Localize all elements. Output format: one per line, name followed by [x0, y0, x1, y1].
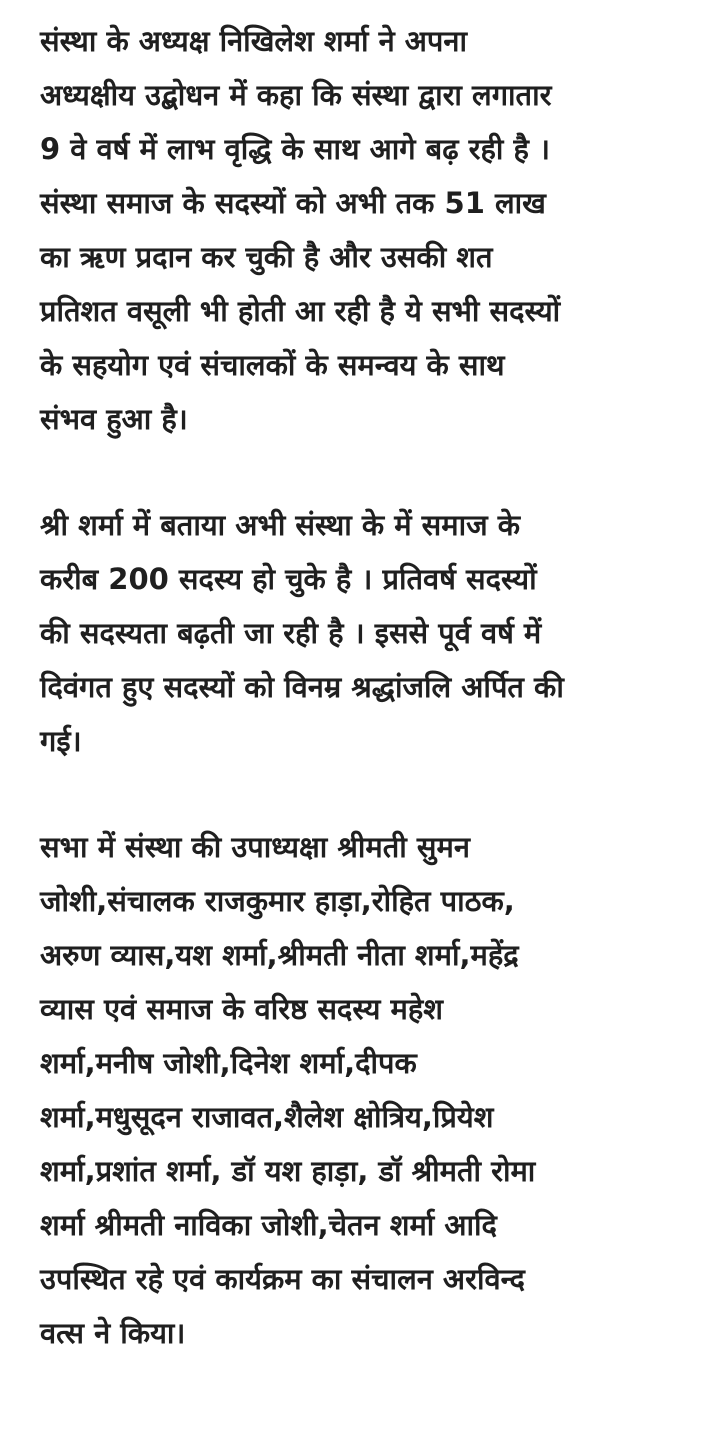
text-line: श्री शर्मा में बताया अभी संस्था के में समाज के — [40, 508, 521, 542]
text-line: शर्मा,मनीष जोशी,दिनेश शर्मा,दीपक — [40, 1046, 417, 1080]
text-line: शर्मा,मधुसूदन राजावत,शैलेश क्षोत्रिय,प्रियेश — [40, 1100, 494, 1134]
text-line: उपस्थित रहे एवं कार्यक्रम का संचालन अरविन्द — [40, 1262, 525, 1296]
text-line: करीब 200 सदस्य हो चुके है । प्रतिवर्ष सदस्यों — [40, 562, 537, 596]
text-line: शर्मा श्रीमती नाविका जोशी,चेतन शर्मा आदि — [40, 1208, 497, 1242]
text-line: दिवंगत हुए सदस्यों को विनम्र श्रद्धांजलि अर्पित की — [40, 670, 564, 704]
text-line: की सदस्यता बढ़ती जा रही है । इससे पूर्व वर्ष में — [40, 616, 542, 650]
text-line: अध्यक्षीय उद्बोधन में कहा कि संस्था द्वारा लगातार — [40, 78, 552, 112]
paragraph-spacer — [40, 446, 690, 498]
text-line: शर्मा,प्रशांत शर्मा, डॉ यश हाड़ा, डॉ श्रीमती रोमा — [40, 1154, 536, 1188]
text-line: अरुण व्यास,यश शर्मा,श्रीमती नीता शर्मा,महेंद्र — [40, 938, 519, 972]
text-line: के सहयोग एवं संचालकों के समन्वय के साथ — [40, 348, 505, 382]
paragraph-president-address — [40, 14, 690, 446]
paragraph-membership — [40, 498, 690, 768]
text-line: का ऋण प्रदान कर चुकी है और उसकी शत — [40, 240, 493, 274]
text-line: संभव हुआ है। — [40, 402, 188, 436]
text-line: 9 वे वर्ष में लाभ वृद्धि के साथ आगे बढ़ रही है । — [40, 132, 550, 166]
text-line: प्रतिशत वसूली भी होती आ रही है ये सभी सदस्यों — [40, 294, 561, 328]
text-line: वत्स ने किया। — [40, 1316, 186, 1350]
text-line: जोशी,संचालक राजकुमार हाड़ा,रोहित पाठक, — [40, 884, 515, 918]
paragraph-attendees — [40, 820, 690, 1360]
text-line: संस्था के अध्यक्ष निखिलेश शर्मा ने अपना — [40, 24, 467, 58]
text-line: संस्था समाज के सदस्यों को अभी तक 51 लाख — [40, 186, 546, 220]
text-line: सभा में संस्था की उपाध्यक्षा श्रीमती सुमन — [40, 830, 470, 864]
text-line: गई। — [40, 724, 82, 758]
paragraph-spacer — [40, 768, 690, 820]
article-body — [40, 14, 690, 1360]
text-line: व्यास एवं समाज के वरिष्ठ सदस्य महेश — [40, 992, 443, 1026]
